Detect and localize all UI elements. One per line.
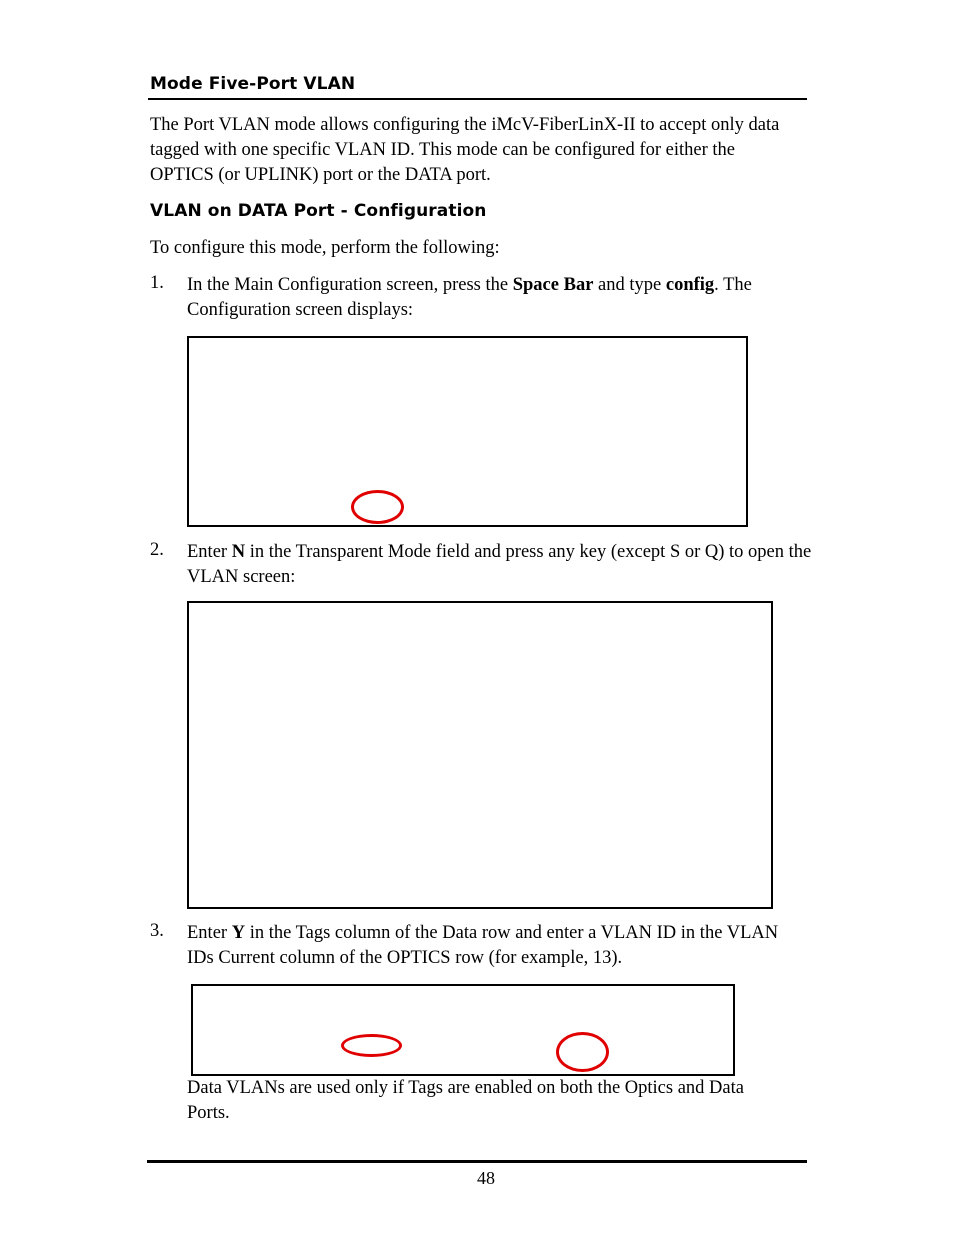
space-bar-key: Space Bar — [512, 275, 594, 295]
step-1-number: 1. — [150, 273, 164, 293]
step-3-number: 3. — [150, 921, 164, 941]
n-key: N — [231, 542, 246, 562]
note-paragraph: Data VLANs are used only if Tags are enabled on both the Optics and Data Ports. — [187, 1078, 744, 1123]
config-command: config — [665, 275, 715, 295]
highlight-circle-vlan-id — [556, 1032, 609, 1072]
step-2-text: Enter N in the Transparent Mode field and press any key (except S or Q) to open the VLAN screen: — [187, 542, 812, 587]
page-number: 48 — [477, 1168, 495, 1188]
step-2-number: 2. — [150, 540, 164, 560]
subsection-heading: VLAN on DATA Port - Configuration — [150, 201, 487, 221]
step-3-text: Enter Y in the Tags column of the Data row and enter a VLAN ID in the VLAN IDs Current column of the OPTICS row (for example, 13). — [187, 923, 779, 968]
section-heading: Mode Five-Port VLAN — [150, 74, 356, 94]
lead-paragraph: To configure this mode, perform the following: — [150, 238, 500, 258]
intro-paragraph: The Port VLAN mode allows configuring the iMcV-FiberLinX-II to accept only data tagged with one specific VLAN ID. This mode can be configured for either the OPTICS (or UPLINK) port or the DATA port. — [150, 115, 780, 185]
highlight-circle-tags — [341, 1034, 402, 1057]
vlan-settings-image — [191, 984, 735, 1076]
configuration-screen-image — [187, 336, 748, 527]
footer-rule — [147, 1160, 807, 1163]
heading-rule — [148, 98, 807, 100]
step-1-text: In the Main Configuration screen, press the Space Bar and type config. The Configuration screen displays: — [187, 275, 752, 320]
y-key: Y — [231, 923, 246, 943]
highlight-circle — [351, 490, 404, 524]
vlan-screen-image — [187, 601, 773, 909]
